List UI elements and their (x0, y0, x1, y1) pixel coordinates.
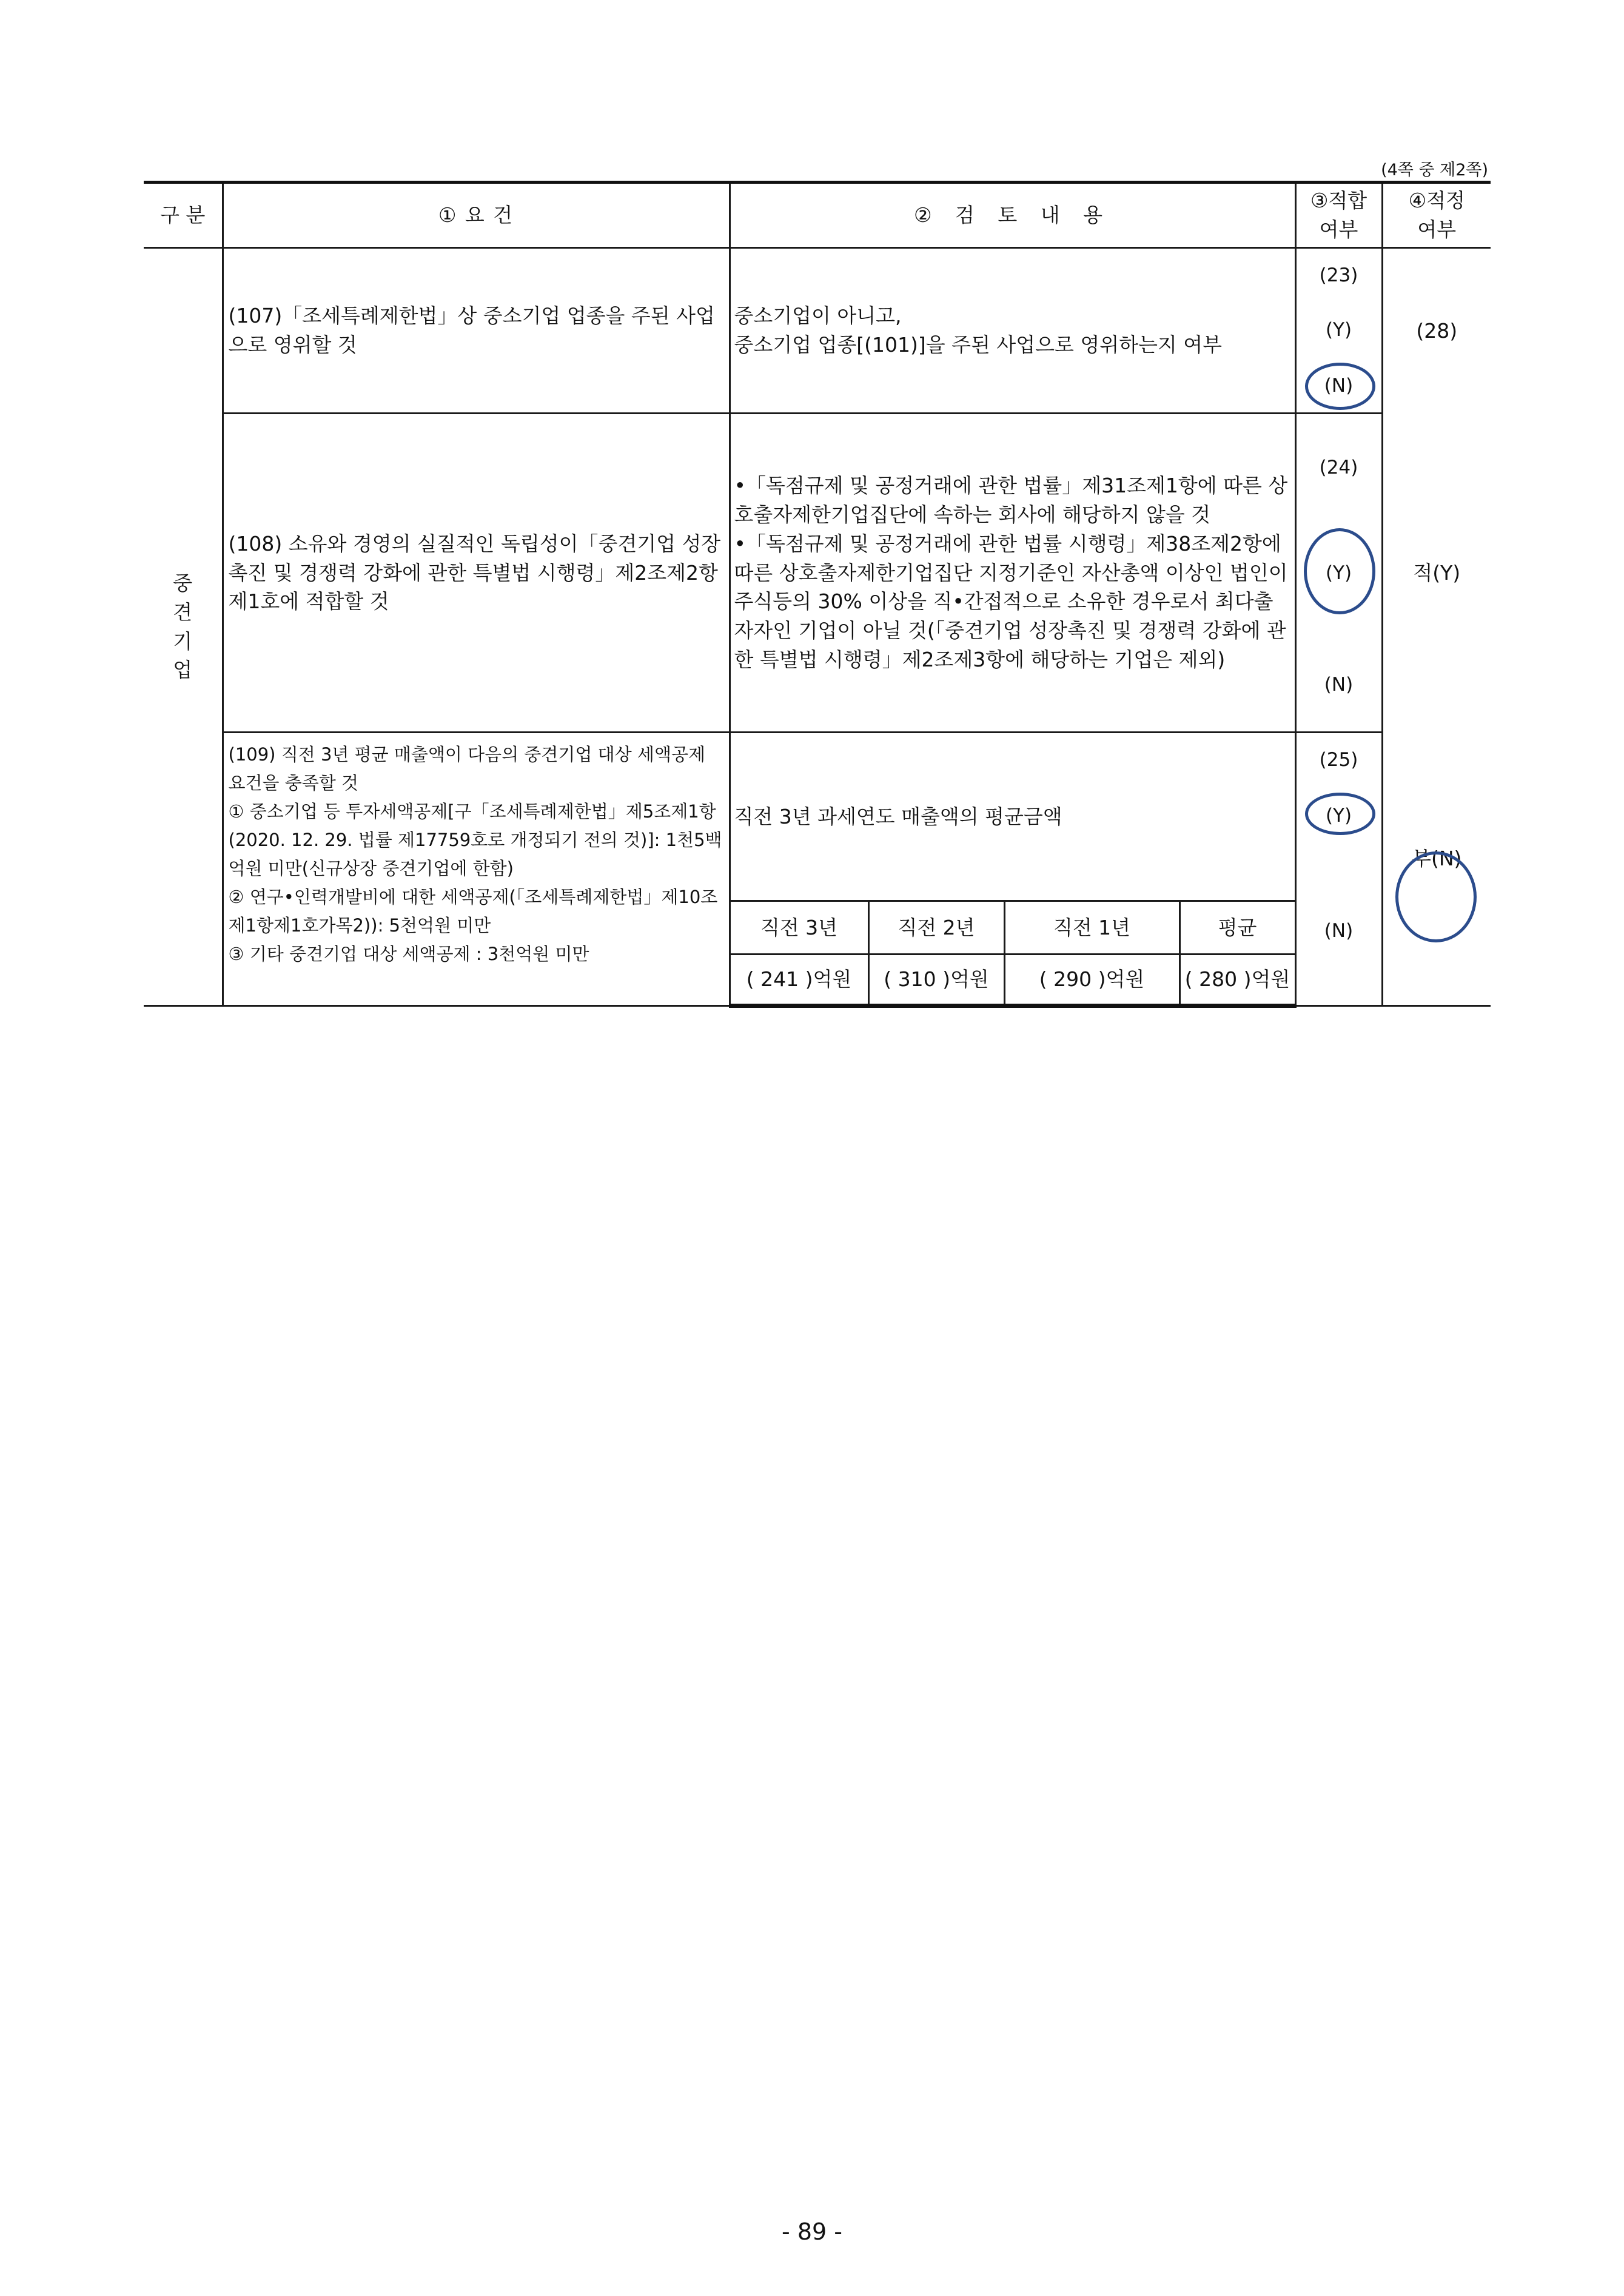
header-row (144, 183, 1491, 248)
sales-header: 직전 1년 (1004, 901, 1179, 955)
item-number: (24) (1319, 457, 1358, 478)
header-requirement: ① 요 건 (223, 183, 730, 248)
item-number: (23) (1319, 264, 1358, 286)
requirement-108: (108) 소유와 경영의 실질적인 독립성이「중견기업 성장촉진 및 경쟁력 강화에 관한 특별법 시행령」제2조제2항제1호에 적합할 것 (223, 414, 730, 733)
sales-header: 평균 (1179, 901, 1295, 955)
selection-circle (1304, 528, 1375, 614)
item-number: (25) (1319, 749, 1358, 771)
fit-yes-option: (Y) (1325, 319, 1352, 341)
header-review: ② 검 토 내 용 (730, 183, 1295, 248)
requirement-107: (107)「조세특례제한법」상 중소기업 업종을 주된 사업으로 영위할 것 (223, 248, 730, 414)
final-cell-109 (1382, 733, 1491, 1006)
row-107 (144, 248, 1491, 414)
category-char: 기 (173, 629, 193, 653)
requirement-109: (109) 직전 3년 평균 매출액이 다음의 중견기업 대상 세액공제 요건을 충족할 것 ① 중소기업 등 투자세액공제[구「조세특례제한법」제5조제1항(2020. 12. 29. 법률 제17759호로 개정되기 전의 것)]: 1천5백억원 미만(신규상장 중견기업에 한함) ② 연구•인력개발비에 대한 세액공제(「조세특례제한법」제10조제1항제1호가목2)): 5천억원 미만 ③ 기타 중견기업 대상 세액공제 : 3천억원 미만 (223, 733, 730, 1006)
page-number: - 89 - (782, 2218, 842, 2245)
category-char: 업 (173, 658, 193, 682)
selection-circle (1305, 793, 1375, 835)
category-char: 견 (173, 600, 193, 624)
fit-cell-108 (1295, 414, 1382, 733)
fit-cell-109 (1295, 733, 1382, 1006)
review-107: 중소기업이 아니고, 중소기업 업종[(101)]을 주된 사업으로 영위하는지 여부 (730, 248, 1295, 414)
page-count-note: (4쪽 중 제2쪽) (1381, 161, 1488, 180)
review-table (144, 181, 1491, 1008)
sales-value: ( 310 )억원 (868, 955, 1004, 1006)
category-cell (144, 248, 223, 1006)
final-fit-label: 적(Y) (1413, 560, 1461, 585)
final-number: (28) (1416, 319, 1458, 343)
final-cell-107 (1382, 248, 1491, 414)
fit-no-option: (N) (1324, 375, 1354, 397)
sales-header: 직전 3년 (730, 901, 868, 955)
sales-header: 직전 2년 (868, 901, 1004, 955)
header-fit: ③적합 여부 (1295, 183, 1382, 248)
fit-yes-option: (Y) (1325, 805, 1352, 827)
category-char: 중 (173, 571, 193, 595)
header-final: ④적정 여부 (1382, 183, 1491, 248)
fit-no-option: (N) (1324, 920, 1354, 942)
final-unfit-label: 부(N) (1412, 847, 1462, 871)
fit-cell-107 (1295, 248, 1382, 414)
selection-circle (1305, 363, 1375, 410)
review-108: •「독점규제 및 공정거래에 관한 법률」제31조제1항에 따른 상호출자제한기업집단에 속하는 회사에 해당하지 않을 것 •「독점규제 및 공정거래에 관한 법률 시행령」제38조제2항에 따른 상호출자제한기업집단 지정기준인 자산총액 이상인 법인이 주식등의 30% 이상을 직•간접적으로 소유한 경우로서 최다출자자인 기업이 아닐 것(「중견기업 성장촉진 및 경쟁력 강화에 관한 특별법 시행령」제2조제3항에 해당하는 기업은 제외) (730, 414, 1295, 733)
sales-value: ( 241 )억원 (730, 955, 868, 1006)
sales-value: ( 280 )억원 (1179, 955, 1295, 1006)
header-category: 구 분 (144, 183, 223, 248)
fit-yes-option: (Y) (1325, 562, 1352, 584)
row-109 (144, 733, 1491, 901)
fit-no-option: (N) (1324, 674, 1354, 696)
review-109: 직전 3년 과세연도 매출액의 평균금액 (730, 733, 1295, 901)
final-cell-108 (1382, 414, 1491, 733)
sales-value: ( 290 )억원 (1004, 955, 1179, 1006)
selection-circle (1395, 851, 1477, 942)
row-108 (144, 414, 1491, 733)
